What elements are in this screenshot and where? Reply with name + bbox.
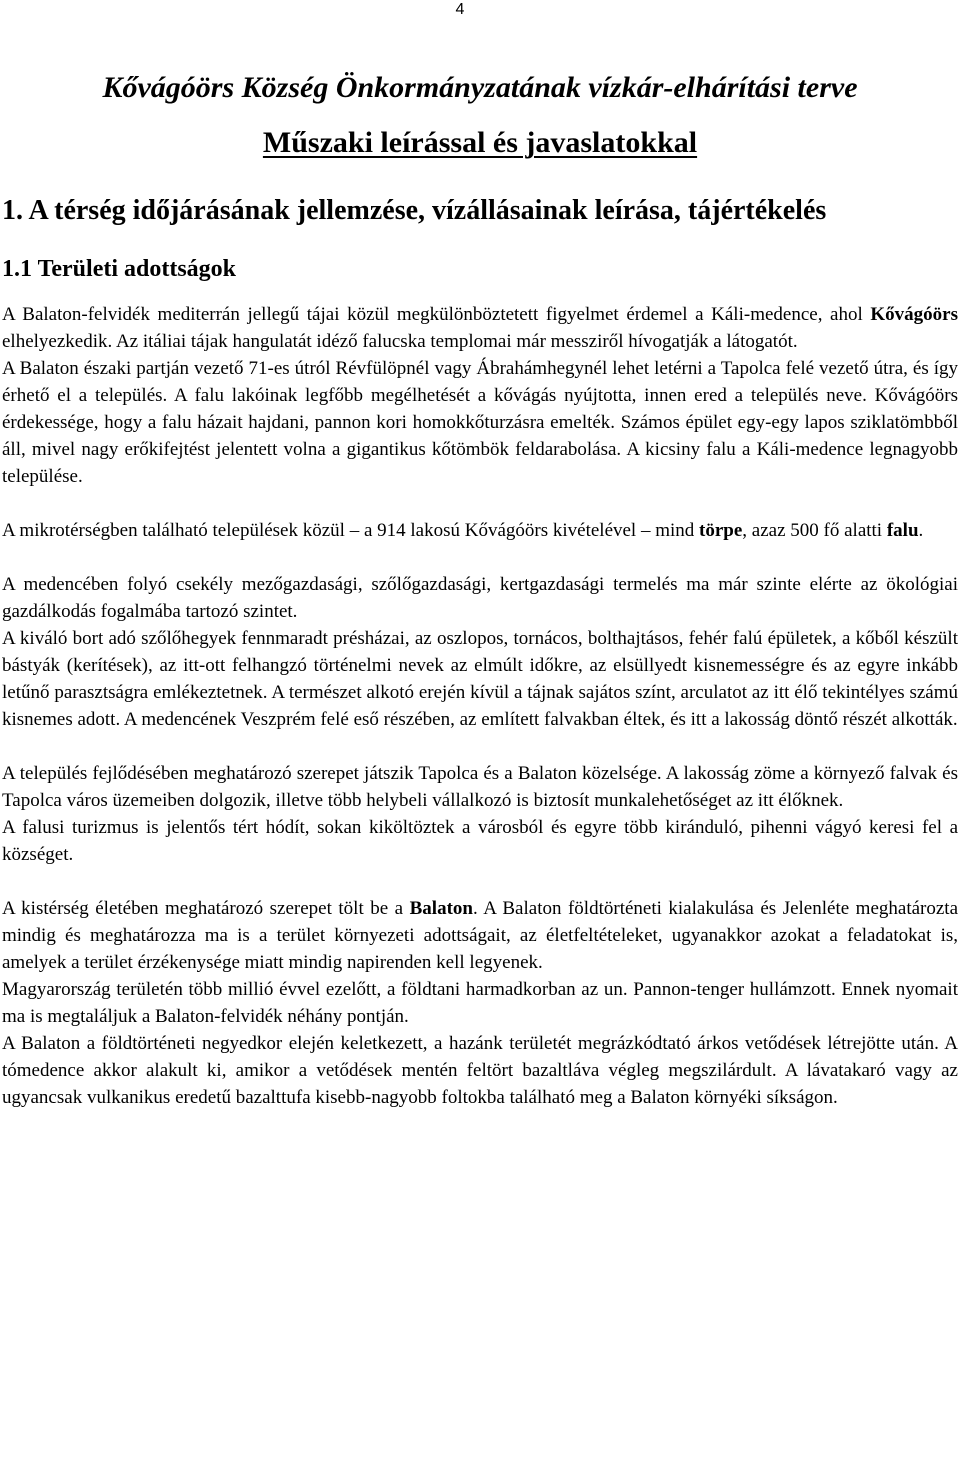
document-body: [2, 68, 958, 1111]
page-number: 4: [455, 1, 465, 18]
paragraph-3-text-b: , azaz 500 fő alatti: [742, 520, 887, 541]
paragraph-3-bold-b: falu: [886, 520, 919, 541]
paragraph-6: A település fejlődésében meghatározó szerepet játszik Tapolca és a Balaton közelsége. A lakosság zöme a környező falvak és Tapolca város üzemeiben dolgozik, illetve több helybeli vállalkozó is biztosít munkalehetőséget az itt élőknek.: [2, 763, 958, 811]
paragraph-9: Magyarország területén több millió évvel ezelőtt, a földtani harmadkorban az un. Pannon-tenger hullámzott. Ennek nyomait ma is megtaláljuk a Balaton-felvidék néhány pontján.: [2, 979, 958, 1027]
subsection-heading: 1.1 Területi adottságok: [2, 256, 237, 282]
paragraph-1-bold: Kővágóörs: [870, 304, 958, 325]
document-title: Kővágóörs Község Önkormányzatának vízkár-elhárítási terve: [102, 71, 858, 104]
document-subtitle-text: Műszaki leírással és javaslatokkal: [262, 126, 698, 159]
paragraph-8-bold: Balaton: [409, 898, 473, 919]
paragraph-10: A Balaton a földtörténeti negyedkor elején keletkezett, a hazánk területét megrázkódtató árkos vetődések létrejötte után. A tómedence akkor alakult ki, amikor a vetődések mentén feltört bazaltláva végleg megszilárdult. A lávatakaró vagy az ugyancsak vulkanikus eredetű bazalttufa kisebb-nagyobb foltokba található meg a Balaton környéki síkságon.: [2, 1033, 958, 1108]
paragraph-1-text-b: elhelyezkedik. Az itáliai tájak hangulatát idéző falucska templomai már messziről hívogatják a látogatót.: [2, 331, 798, 352]
paragraph-8-text-b: . A Balaton földtörténeti kialakulása és Jelenléte meghatározta mindig és meghatározza ma is a terület környezeti adottságait, az életfeltételeket, ugyanakkor azokat a feladatokat is, amelyek a terület érzékenysége miatt mindig napirenden kell legyenek.: [2, 898, 959, 973]
paragraph-7: A falusi turizmus is jelentős tért hódít, sokan kiköltöztek a városból és egyre több kiránduló, pihenni vágyó keresi fel a községet.: [2, 817, 958, 865]
paragraph-2: A Balaton északi partján vezető 71-es útról Révfülöpnél vagy Ábrahámhegynél lehet letérni a Tapolca felé vezető útra, és így érhető el a település. A falu lakóinak legfőbb megélhetését a kővágás nyújtotta, innen ered a település neve. Kővágóörs érdekessége, hogy a falu házait hajdani, pannon kori homokkőturzásra emelték. Számos épület egy-egy lapos sziklatömbből áll, mivel nagy erőkifejtést jelentett volna a gigantikus kőtömbök feldarabolása. A kicsiny falu a Káli-medence legnagyobb települése.: [2, 358, 958, 487]
paragraph-5: A kiváló bort adó szőlőhegyek fennmaradt présházai, az oszlopos, tornácos, bolthajtásos, fehér falú épületek, a kőből készült bástyák (kerítések), az itt-ott felhangzó történelmi nevek az elmúlt időkre, az elsüllyedt kisnemességre és az egyre inkább letűnő parasztságra emlékeztetnek. A természet alkotó erején kívül a tájnak sajátos színt, arculatot az itt élő tekintélyes számú kisnemes adott. A medencének Veszprém felé eső részében, az említett falvakban éltek, és itt a lakosság döntő részét alkották.: [2, 628, 958, 730]
section-heading: 1. A térség időjárásának jellemzése, vízállásainak leírása, tájértékelés: [2, 195, 827, 226]
paragraph-8: [2, 895, 958, 976]
paragraph-8-text-a: A kistérség életében meghatározó szerepet tölt be a: [2, 898, 410, 919]
paragraph-3: [2, 517, 958, 544]
paragraph-1: [2, 301, 958, 355]
paragraph-4: A medencében folyó csekély mezőgazdasági, szőlőgazdasági, kertgazdasági termelés ma már szinte elérte az ökológiai gazdálkodás fogalmába tartozó szintet.: [2, 574, 958, 622]
paragraph-3-text-c: .: [918, 520, 924, 541]
paragraph-3-bold-a: törpe: [699, 520, 743, 541]
paragraph-1-text-a: A Balaton-felvidék mediterrán jellegű tájai közül megkülönböztetett figyelmet érdemel a Káli-medence, ahol: [2, 304, 871, 325]
body-text: [2, 301, 958, 1111]
paragraph-3-text-a: A mikrotérségben található települések közül – a 914 lakosú Kővágóörs kivételével – mind: [2, 520, 700, 541]
document-subtitle: [2, 123, 958, 163]
